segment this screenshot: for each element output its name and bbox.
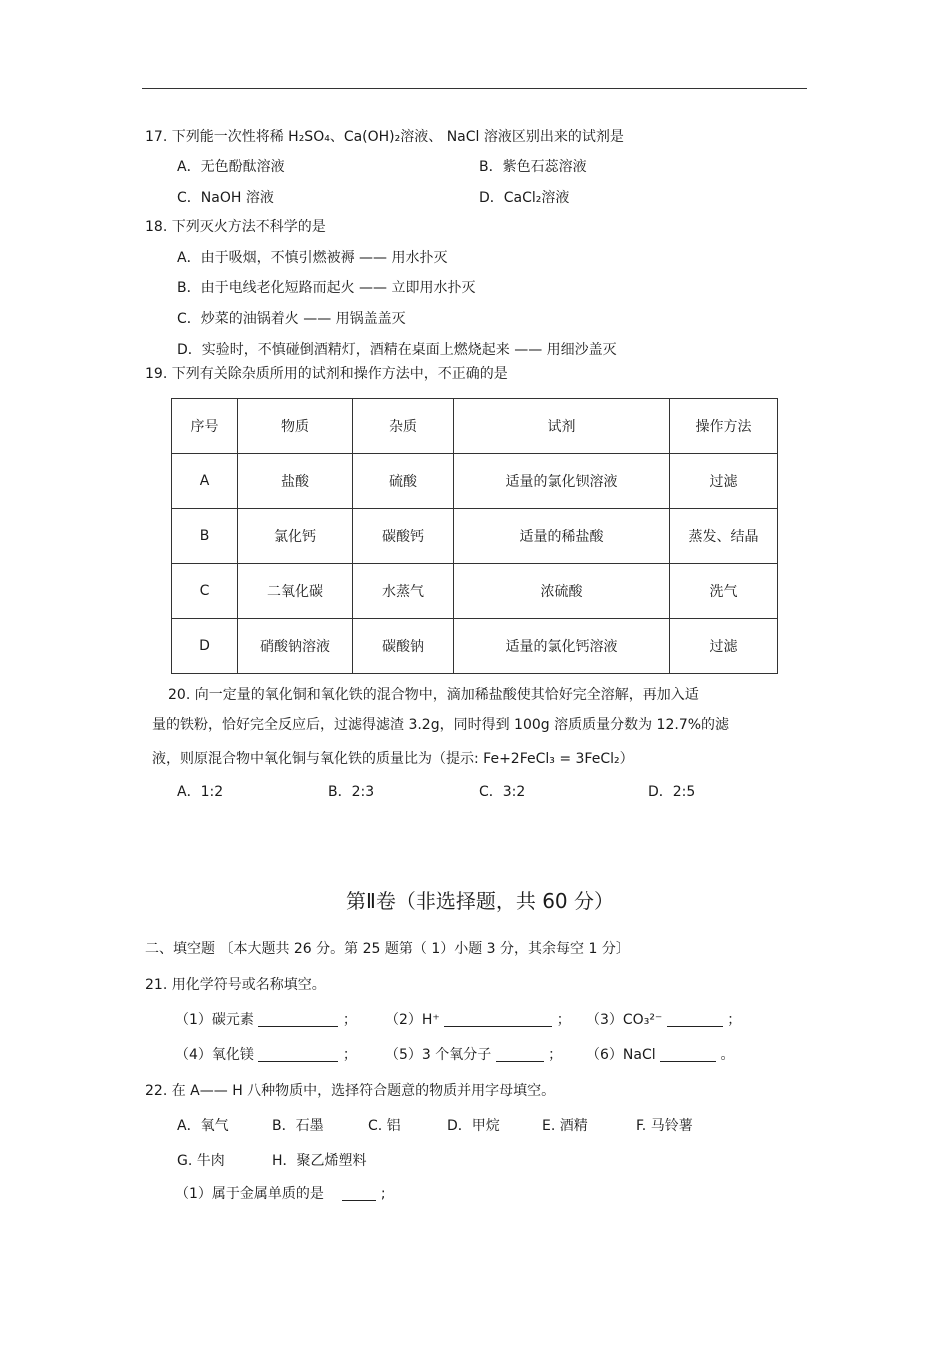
table-cell: 洗气	[670, 564, 778, 619]
table-header-cell: 试剂	[454, 399, 670, 454]
table-header-cell: 操作方法	[670, 399, 778, 454]
q19-stem: 19. 下列有关除杂质所用的试剂和操作方法中，不正确的是	[145, 366, 508, 382]
q21-stem: 21. 用化学符号或名称填空。	[145, 977, 326, 993]
table-cell: 碳酸钙	[353, 509, 454, 564]
q22-option-c: C. 铝	[368, 1118, 401, 1134]
table-row	[172, 564, 778, 619]
table-cell: 浓硫酸	[454, 564, 670, 619]
blank-end: ；	[556, 1012, 571, 1028]
q22-option-a: A．氧气	[177, 1118, 229, 1134]
blank-end: ；	[727, 1012, 742, 1028]
table-header-cell: 杂质	[353, 399, 454, 454]
q21-blank-5	[385, 1047, 562, 1062]
table-cell: 过滤	[670, 454, 778, 509]
table-cell: 适量的氯化钡溶液	[454, 454, 670, 509]
table-cell: 水蒸气	[353, 564, 454, 619]
q17-option-a: A．无色酚酞溶液	[177, 159, 285, 175]
q21-blank-2	[385, 1012, 571, 1027]
table-header-cell: 序号	[172, 399, 238, 454]
answer-blank[interactable]	[667, 1012, 723, 1027]
blank-label: （5）3 个氧分子	[385, 1047, 492, 1063]
q20-option-b: B．2:3	[328, 784, 375, 800]
table-row	[172, 454, 778, 509]
q18-option-c: C．炒菜的油锅着火 —— 用锅盖盖灭	[177, 311, 406, 327]
table-cell: B	[172, 509, 238, 564]
q20-option-d: D．2:5	[648, 784, 696, 800]
answer-blank[interactable]	[660, 1047, 716, 1062]
blank-end: ；	[342, 1012, 357, 1028]
table-cell: A	[172, 454, 238, 509]
table-row	[172, 509, 778, 564]
table-cell: 二氧化碳	[238, 564, 353, 619]
blank-label: （4）氧化镁	[175, 1047, 254, 1063]
answer-blank[interactable]	[444, 1012, 552, 1027]
blank-label: （3）CO₃²⁻	[586, 1012, 663, 1028]
answer-blank[interactable]	[258, 1047, 338, 1062]
q18-stem: 18. 下列灭火方法不科学的是	[145, 219, 326, 235]
q17-option-c: C．NaOH 溶液	[177, 190, 274, 206]
q21-blank-4	[175, 1047, 357, 1062]
q22-option-f: F. 马铃薯	[636, 1118, 693, 1134]
q22-stem: 22. 在 A—— H 八种物质中，选择符合题意的物质并用字母填空。	[145, 1083, 556, 1099]
table-cell: 氯化钙	[238, 509, 353, 564]
table-cell: 过滤	[670, 619, 778, 674]
table-cell: C	[172, 564, 238, 619]
table-cell: 蒸发、结晶	[670, 509, 778, 564]
q22-option-e: E. 酒精	[542, 1118, 588, 1134]
q17-stem: 17. 下列能一次性将稀 H₂SO₄、Ca(OH)₂溶液、 NaCl 溶液区别出来的试剂是	[145, 129, 624, 145]
blank-label: （1）碳元素	[175, 1012, 254, 1028]
q21-blank-1	[175, 1012, 357, 1027]
table-row	[172, 619, 778, 674]
q18-option-b: B．由于电线老化短路而起火 —— 立即用水扑灭	[177, 280, 476, 296]
table-cell: 适量的稀盐酸	[454, 509, 670, 564]
table-cell: D	[172, 619, 238, 674]
blank-label: （2）H⁺	[385, 1012, 440, 1028]
q22-option-d: D．甲烷	[447, 1118, 500, 1134]
q22-option-h: H．聚乙烯塑料	[272, 1153, 367, 1169]
table-header-cell: 物质	[238, 399, 353, 454]
table-cell: 硫酸	[353, 454, 454, 509]
table-cell: 盐酸	[238, 454, 353, 509]
table-cell: 碳酸钠	[353, 619, 454, 674]
q20-option-a: A．1:2	[177, 784, 224, 800]
q20-line-3: 液，则原混合物中氧化铜与氧化铁的质量比为（提示: Fe+2FeCl₃ = 3FeCl₂）	[152, 751, 634, 767]
table-header-row	[172, 399, 778, 454]
blank-end: 。	[720, 1047, 735, 1063]
q17-option-d: D．CaCl₂溶液	[479, 190, 570, 206]
q20-option-c: C．3:2	[479, 784, 526, 800]
q22-sub-1	[175, 1186, 386, 1201]
blank-label: （1）属于金属单质的是	[175, 1186, 324, 1202]
q18-option-d: D．实验时，不慎碰倒酒精灯，酒精在桌面上燃烧起来 —— 用细沙盖灭	[177, 342, 617, 358]
q21-blank-3	[586, 1012, 741, 1027]
answer-blank[interactable]	[258, 1012, 338, 1027]
table-cell: 适量的氯化钙溶液	[454, 619, 670, 674]
section-heading: 二、填空题 〔本大题共 26 分。第 25 题第（ 1）小题 3 分，其余每空 1 分〕	[145, 941, 630, 957]
q19-table	[171, 398, 778, 674]
answer-blank[interactable]	[496, 1047, 544, 1062]
part2-title: 第Ⅱ卷（非选择题，共 60 分）	[346, 889, 615, 913]
table-cell: 硝酸钠溶液	[238, 619, 353, 674]
q22-option-g: G. 牛肉	[177, 1153, 225, 1169]
q20-line-2: 量的铁粉，恰好完全反应后，过滤得滤渣 3.2g，同时得到 100g 溶质质量分数为 12.7%的滤	[152, 717, 730, 733]
blank-end: ；	[342, 1047, 357, 1063]
q20-line-1: 20. 向一定量的氧化铜和氧化铁的混合物中，滴加稀盐酸使其恰好完全溶解，再加入适	[168, 687, 699, 703]
blank-label: （6）NaCl	[586, 1047, 656, 1063]
q22-option-b: B．石墨	[272, 1118, 324, 1134]
blank-end: ；	[548, 1047, 563, 1063]
blank-end: ;	[380, 1186, 386, 1202]
header-rule	[142, 88, 807, 89]
answer-blank[interactable]	[342, 1186, 376, 1201]
q21-blank-6	[586, 1047, 735, 1062]
q18-option-a: A．由于吸烟，不慎引燃被褥 —— 用水扑灭	[177, 250, 448, 266]
q17-option-b: B．紫色石蕊溶液	[479, 159, 587, 175]
